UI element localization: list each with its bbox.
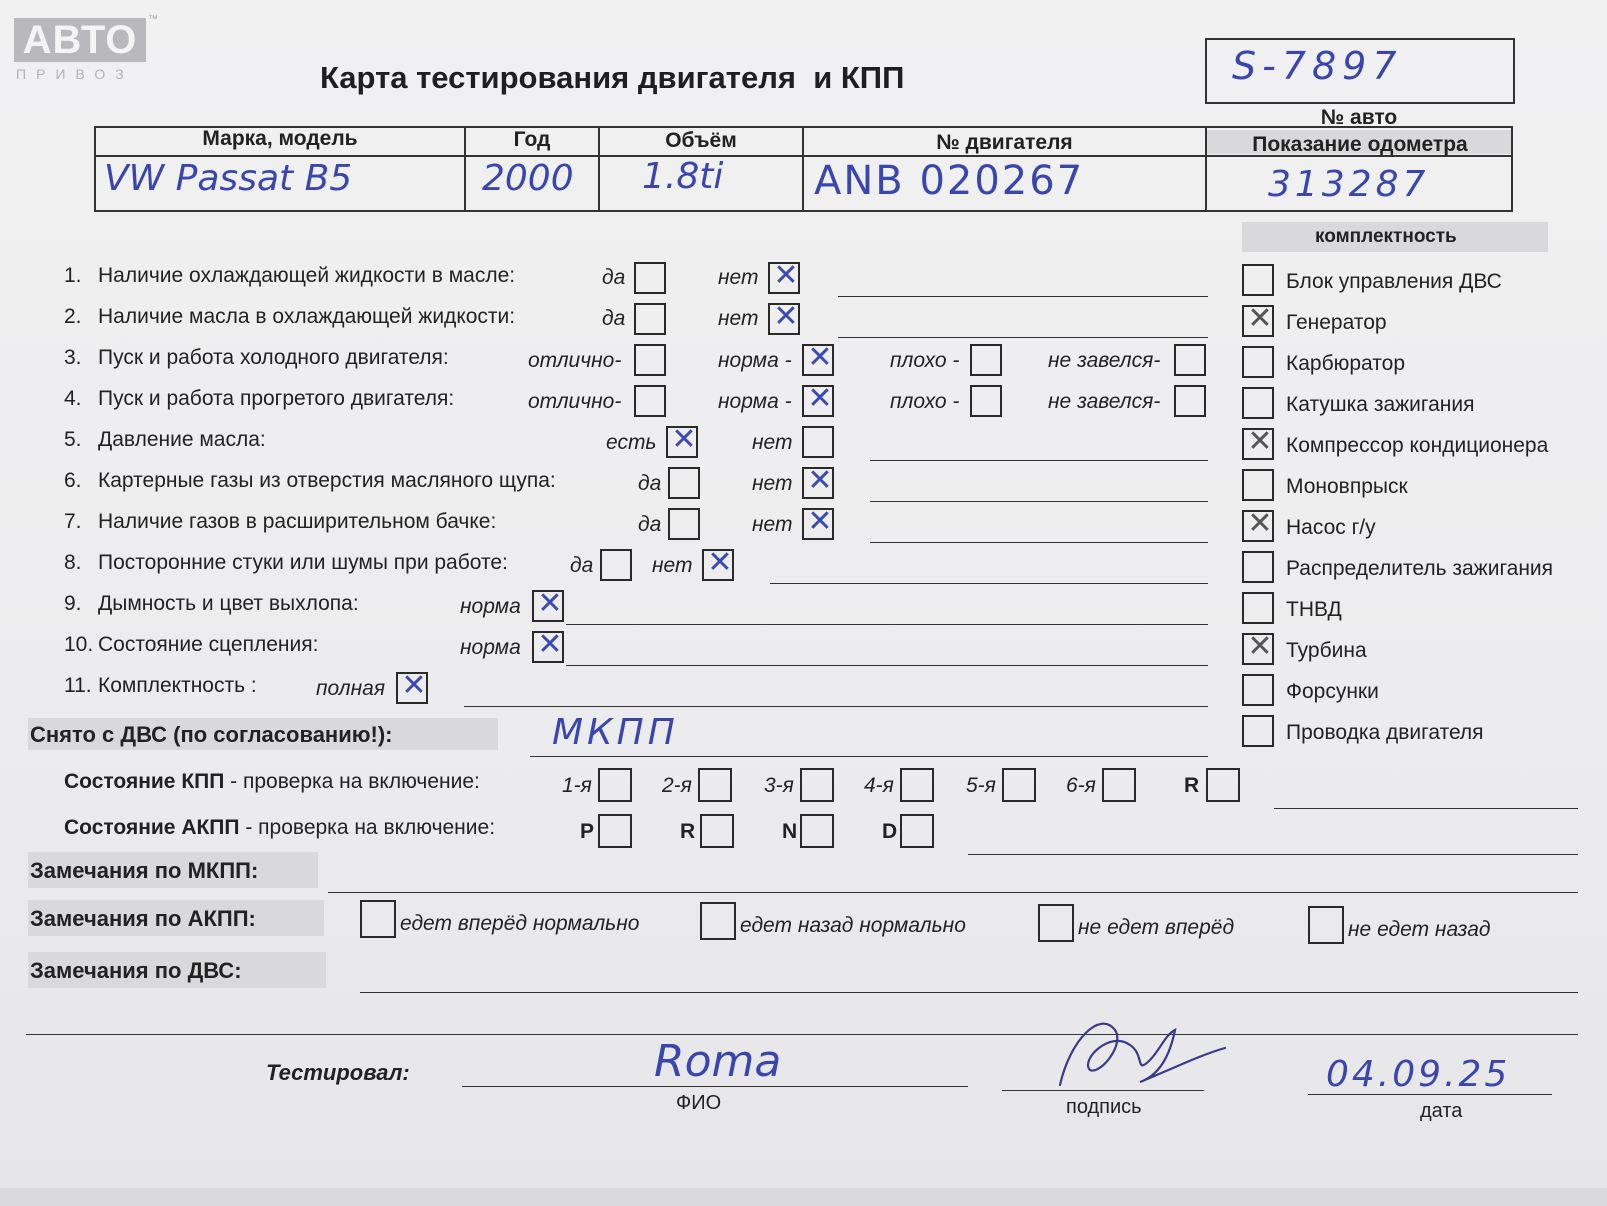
remarks-dvs-line-2	[26, 1034, 1578, 1035]
completeness-label: Катушка зажигания	[1286, 393, 1475, 416]
option-label: есть	[606, 431, 657, 454]
item-label: Пуск и работа прогретого двигателя:	[98, 387, 455, 410]
item-number: 11.	[64, 674, 92, 697]
option-label: нет	[718, 307, 759, 330]
checkbox-checked[interactable]	[532, 627, 564, 663]
check-mark: ✕	[537, 627, 563, 662]
item-number: 1.	[64, 264, 82, 287]
checkbox[interactable]	[1242, 469, 1274, 501]
check-mark: ✕	[1247, 629, 1273, 664]
completeness-label: Проводка двигателя	[1286, 721, 1484, 744]
completeness-label: Карбюратор	[1286, 352, 1406, 375]
checkbox[interactable]	[1242, 715, 1274, 747]
option-label: да	[602, 307, 626, 330]
note-line	[566, 665, 1208, 666]
check-mark: ✕	[537, 586, 563, 621]
checkbox-checked[interactable]	[1242, 629, 1274, 665]
item-label: Наличие охлаждающей жидкости в масле:	[98, 264, 516, 287]
option-label: норма -	[718, 390, 792, 413]
kpp-label-rest: - проверка на включение:	[224, 770, 480, 793]
checkbox[interactable]	[1174, 385, 1206, 417]
checkbox-checked[interactable]	[396, 668, 428, 704]
checkbox[interactable]	[970, 344, 1002, 376]
checkbox[interactable]	[800, 814, 834, 848]
option-label: не завелся-	[1048, 390, 1161, 413]
checkbox-checked[interactable]	[768, 299, 800, 335]
kpp-label	[64, 770, 480, 794]
sign-line	[1002, 1090, 1204, 1091]
completeness-label: Блок управления ДВС	[1286, 270, 1502, 293]
checkbox-checked[interactable]	[666, 422, 698, 458]
header-label-model: Марка, модель	[202, 127, 358, 150]
checkbox-checked[interactable]	[802, 381, 834, 417]
checkbox[interactable]	[598, 814, 632, 848]
option-label: норма	[460, 636, 521, 659]
gear-label: 2-я	[662, 774, 692, 797]
item-label: Картерные газы из отверстия масляного щупа:	[98, 469, 556, 492]
item-number: 6.	[64, 469, 82, 492]
item-number: 7.	[64, 510, 82, 533]
logo-sub: ПРИВОЗ	[16, 66, 134, 82]
header-value-year: 2000	[482, 158, 574, 199]
checkbox[interactable]	[1206, 768, 1240, 802]
checkbox[interactable]	[970, 385, 1002, 417]
completeness-title: комплектность	[1315, 226, 1457, 247]
gear-label: 4-я	[864, 774, 894, 797]
item-number: 8.	[64, 551, 82, 574]
removed-value: МКПП	[552, 712, 679, 753]
check-mark: ✕	[401, 668, 427, 703]
akpp-line	[968, 854, 1578, 855]
check-mark: ✕	[707, 545, 733, 580]
checkbox-checked[interactable]	[768, 258, 800, 294]
checkbox-checked[interactable]	[532, 586, 564, 622]
check-mark: ✕	[807, 504, 833, 539]
checkbox[interactable]	[634, 344, 666, 376]
akpp-option-label: едет назад нормально	[740, 914, 966, 937]
checkbox[interactable]	[698, 768, 732, 802]
completeness-label: Распределитель зажигания	[1286, 557, 1554, 580]
car-number-value: S-7897	[1232, 44, 1403, 88]
logo	[14, 14, 164, 84]
header-value-engine-no: ANB 020267	[814, 158, 1085, 204]
option-label: нет	[652, 554, 693, 577]
completeness-label: Насос г/у	[1286, 516, 1376, 539]
checkbox[interactable]	[1242, 592, 1274, 624]
item-label: Посторонние стуки или шумы при работе:	[98, 551, 508, 574]
item-number: 3.	[64, 346, 82, 369]
note-line	[464, 706, 1208, 707]
checkbox-checked[interactable]	[802, 504, 834, 540]
gear-label: 6-я	[1066, 774, 1096, 797]
checkbox[interactable]	[700, 814, 734, 848]
checkbox-checked[interactable]	[802, 463, 834, 499]
option-label: да	[602, 266, 626, 289]
option-label: отлично-	[528, 390, 622, 413]
sign-label: подпись	[1066, 1096, 1142, 1118]
remarks-mkpp-label: Замечания по МКПП:	[30, 858, 259, 883]
akpp-mode-label: P	[580, 820, 595, 843]
item-label: Дымность и цвет выхлопа:	[98, 592, 359, 615]
option-label: да	[570, 554, 594, 577]
checkbox[interactable]	[1242, 551, 1274, 583]
checkbox-checked[interactable]	[1242, 301, 1274, 337]
header-label-odometer: Показание одометра	[1252, 133, 1468, 156]
akpp-label	[64, 816, 495, 840]
note-line	[770, 583, 1208, 584]
header-label-engine-no: № двигателя	[936, 131, 1073, 154]
note-line	[870, 501, 1208, 502]
checkbox[interactable]	[802, 426, 834, 458]
option-label: плохо -	[890, 349, 960, 372]
note-line	[838, 337, 1208, 338]
check-mark: ✕	[773, 258, 799, 293]
option-label: нет	[718, 266, 759, 289]
checkbox[interactable]	[668, 508, 700, 540]
logo-tm: ™	[148, 14, 158, 25]
option-label: норма	[460, 595, 521, 618]
header-label-volume: Объём	[665, 129, 737, 152]
check-mark: ✕	[807, 381, 833, 416]
option-label: плохо -	[890, 390, 960, 413]
fio-line	[462, 1086, 968, 1087]
tested-label: Тестировал:	[266, 1060, 410, 1085]
note-line	[870, 460, 1208, 461]
car-number-label: № авто	[1320, 106, 1398, 129]
gear-label: 1-я	[562, 774, 592, 797]
item-label: Состояние сцепления:	[98, 633, 319, 656]
checkbox[interactable]	[1038, 904, 1074, 942]
check-mark: ✕	[807, 340, 833, 375]
item-number: 9.	[64, 592, 82, 615]
completeness-label: Форсунки	[1286, 680, 1379, 703]
option-label: полная	[316, 677, 386, 700]
completeness-label: Турбина	[1286, 639, 1367, 662]
checkbox[interactable]	[668, 467, 700, 499]
date-line	[1308, 1094, 1552, 1095]
checkbox[interactable]	[600, 549, 632, 581]
item-number: 10.	[64, 633, 94, 656]
option-label: нет	[752, 472, 793, 495]
header-value-odometer: 313287	[1268, 164, 1430, 205]
check-mark: ✕	[807, 463, 833, 498]
removed-line	[530, 756, 1208, 757]
option-label: да	[638, 472, 662, 495]
remarks-dvs-label: Замечания по ДВС:	[30, 958, 242, 983]
akpp-option-label: не едет назад	[1348, 918, 1491, 941]
note-line	[566, 624, 1208, 625]
completeness-label: ТНВД	[1286, 598, 1342, 621]
signature	[1040, 1000, 1230, 1110]
checkbox[interactable]	[1242, 674, 1274, 706]
kpp-label-bold: Состояние КПП	[64, 770, 225, 793]
checkbox[interactable]	[634, 385, 666, 417]
akpp-label-bold: Состояние АКПП	[64, 816, 240, 839]
item-label: Давление масла:	[98, 428, 266, 451]
item-label: Пуск и работа холодного двигателя:	[98, 346, 449, 369]
page-bottom-edge	[0, 1188, 1607, 1206]
checkbox[interactable]	[1242, 346, 1274, 378]
header-value-volume: 1.8ti	[642, 156, 724, 197]
akpp-option-label: едет вперёд нормально	[400, 912, 640, 935]
item-number: 5.	[64, 428, 82, 451]
gear-label: R	[1184, 774, 1200, 797]
checkbox-checked[interactable]	[1242, 424, 1274, 460]
header-value-model: VW Passat B5	[104, 158, 353, 199]
logo-main: АВТО	[14, 18, 146, 62]
akpp-mode-label: N	[782, 820, 798, 843]
header-label-year: Год	[513, 128, 551, 151]
note-line	[838, 296, 1208, 297]
remarks-mkpp-line	[328, 892, 1578, 893]
checkbox[interactable]	[1174, 344, 1206, 376]
gear-label: 5-я	[966, 774, 996, 797]
item-label: Наличие масла в охлаждающей жидкости:	[98, 305, 516, 328]
akpp-mode-label: D	[882, 820, 898, 843]
option-label: не завелся-	[1048, 349, 1161, 372]
item-label: Наличие газов в расширительном бачке:	[98, 510, 497, 533]
checkbox-checked[interactable]	[702, 545, 734, 581]
check-mark: ✕	[773, 299, 799, 334]
test-date: 04.09.25	[1326, 1054, 1511, 1095]
check-mark: ✕	[671, 422, 697, 457]
option-label: нет	[752, 513, 793, 536]
completeness-label: Компрессор кондиционера	[1286, 434, 1549, 457]
tester-name: Roma	[654, 1036, 782, 1087]
akpp-option-label: не едет вперёд	[1078, 916, 1235, 939]
option-label: да	[638, 513, 662, 536]
kpp-line	[1274, 808, 1578, 809]
check-mark: ✕	[1247, 301, 1273, 336]
checkbox[interactable]	[1102, 768, 1136, 802]
checkbox[interactable]	[360, 900, 396, 938]
page-title: Карта тестирования двигателя и КПП	[320, 60, 905, 95]
fio-label: ФИО	[676, 1092, 722, 1114]
checkbox[interactable]	[1242, 264, 1274, 296]
checkbox[interactable]	[700, 902, 736, 940]
remarks-dvs-line	[360, 992, 1578, 993]
car-number-divider	[1205, 102, 1513, 104]
checkbox[interactable]	[1242, 387, 1274, 419]
completeness-label: Моновпрыск	[1286, 475, 1408, 498]
checkbox[interactable]	[1002, 768, 1036, 802]
checkbox[interactable]	[598, 768, 632, 802]
checkbox[interactable]	[634, 262, 666, 294]
date-label: дата	[1420, 1100, 1463, 1122]
option-label: отлично-	[528, 349, 622, 372]
akpp-label-rest: - проверка на включение:	[239, 816, 496, 839]
completeness-label: Генератор	[1286, 311, 1387, 334]
item-label: Комплектность :	[98, 674, 257, 697]
option-label: нет	[752, 431, 793, 454]
check-mark: ✕	[1247, 506, 1273, 541]
checkbox[interactable]	[634, 303, 666, 335]
item-number: 4.	[64, 387, 82, 410]
checkbox[interactable]	[800, 768, 834, 802]
note-line	[870, 542, 1208, 543]
akpp-mode-label: R	[680, 820, 696, 843]
item-number: 2.	[64, 305, 82, 328]
option-label: норма -	[718, 349, 792, 372]
checkbox-checked[interactable]	[802, 340, 834, 376]
checkbox[interactable]	[900, 768, 934, 802]
checkbox[interactable]	[1308, 906, 1344, 944]
removed-label: Снято с ДВС (по согласованию!):	[30, 722, 393, 747]
checkbox[interactable]	[900, 814, 934, 848]
gear-label: 3-я	[764, 774, 794, 797]
remarks-akpp-label: Замечания по АКПП:	[30, 906, 256, 931]
check-mark: ✕	[1247, 424, 1273, 459]
checkbox-checked[interactable]	[1242, 506, 1274, 542]
